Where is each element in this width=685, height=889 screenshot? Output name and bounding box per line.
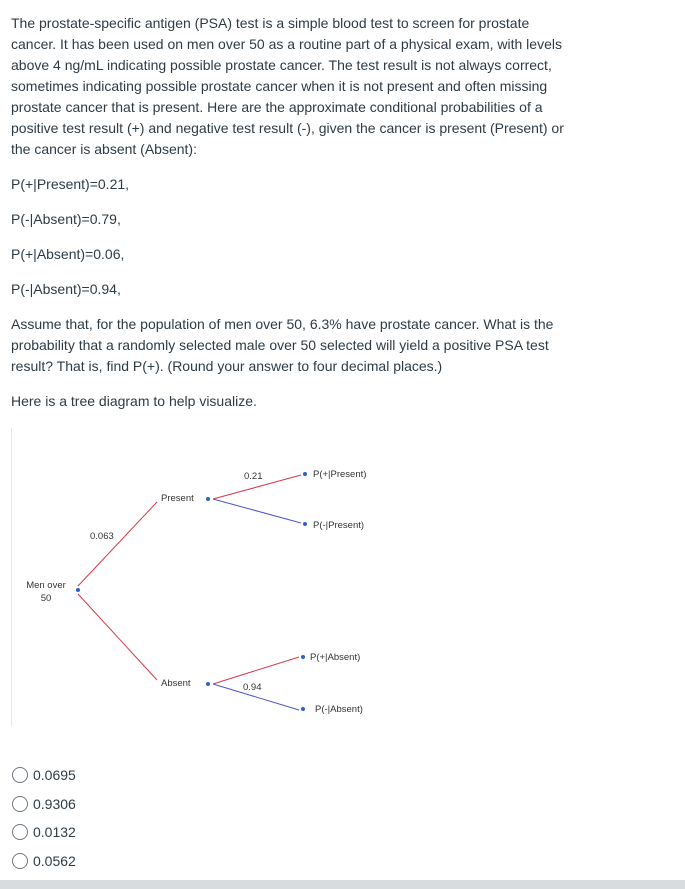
question-ask: Assume that, for the population of men over 50, 6.3% have prostate cancer. What is the probability that a randomly selected male over 50 selected will yield a positive PSA test result? That is, find P(+). (Round your answer to four decimal places.) [11, 316, 554, 374]
answer-label: 0.0695 [33, 767, 76, 784]
answer-option-4[interactable] [12, 847, 76, 876]
branch-absent-pos [213, 657, 299, 684]
tree-diagram [11, 428, 381, 726]
prob-4: P(-|Absent)=0.94, [11, 281, 121, 297]
prob-2: P(-|Absent)=0.79, [11, 211, 121, 227]
node-present-label: Present [161, 493, 194, 504]
radio-button[interactable] [12, 853, 28, 869]
leaf-pos-absent-dot [301, 655, 305, 659]
question-hint: Here is a tree diagram to help visualize. [11, 393, 257, 409]
answer-options [12, 761, 76, 875]
node-absent-dot [206, 682, 210, 686]
bottom-scroll-bar[interactable] [0, 880, 685, 889]
present-prob-label: 0.21 [244, 471, 263, 482]
answer-option-2[interactable] [12, 790, 76, 819]
question-text [11, 13, 571, 412]
leaf-neg-absent-label: P(-|Absent) [315, 704, 363, 715]
answer-label: 0.9306 [33, 795, 76, 812]
node-present-dot [206, 497, 210, 501]
question-intro: The prostate-specific antigen (PSA) test is a simple blood test to screen for prostate cancer. It has been used on men over 50 as a routine part of a physical exam, with levels above 4 ng/mL indicating possible prostate cancer. The test result is not always correct, sometimes indicating possible prostate cancer when it is not present and often missing prostate cancer that is present. Here are the approximate conditional probabilities of a positive test result (+) and negative test result (-), given the cancer is present (Present) or the cancer is absent (Absent): [11, 15, 564, 157]
branch-absent [78, 594, 157, 680]
answer-label: 0.0132 [33, 824, 76, 841]
leaf-pos-present-dot [303, 472, 307, 476]
branch-prob-label: 0.063 [90, 531, 114, 542]
root-label-line1: Men over [26, 580, 66, 591]
radio-button[interactable] [12, 767, 28, 783]
root-label-line2: 50 [40, 593, 52, 604]
leaf-pos-absent-label: P(+|Absent) [310, 652, 361, 663]
root-dot [76, 588, 80, 592]
radio-button[interactable] [12, 796, 28, 812]
prob-3: P(+|Absent)=0.06, [11, 246, 125, 262]
branch-present [78, 502, 157, 586]
node-absent-label: Absent [161, 678, 191, 689]
tree-diagram-svg [11, 428, 381, 726]
leaf-neg-present-label: P(-|Present) [313, 520, 365, 531]
answer-option-1[interactable] [12, 761, 76, 790]
prob-1: P(+|Present)=0.21, [11, 176, 130, 192]
leaf-pos-present-label: P(+|Present) [313, 469, 367, 480]
absent-prob-label: 0.94 [243, 682, 262, 693]
branch-present-neg [213, 499, 301, 523]
answer-label: 0.0562 [33, 852, 76, 869]
leaf-neg-present-dot [303, 522, 307, 526]
radio-button[interactable] [12, 824, 28, 840]
answer-option-3[interactable] [12, 818, 76, 847]
leaf-neg-absent-dot [301, 707, 305, 711]
